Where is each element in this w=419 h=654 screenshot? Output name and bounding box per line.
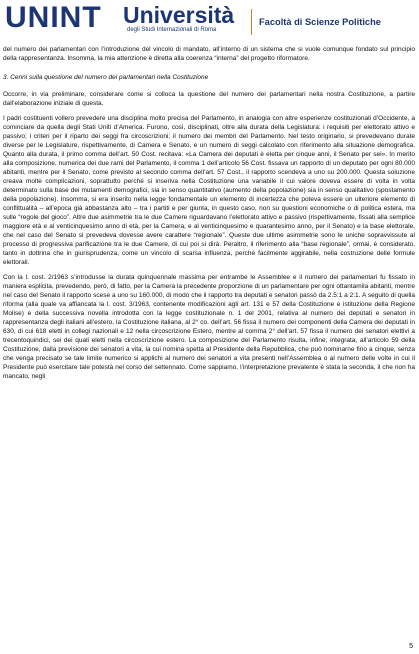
section-heading: 3. Cenni sulla questione del numero dei parlamentari nella Costituzione [3,74,209,81]
universita-wordmark: Università [123,2,235,28]
paragraph: Con la l. cost. 2/1963 s’introdusse la durata quinquennale massima per entrambe le Assemblee e il numero dei parlamentari fu fissato in maniera esplicita, prevedendo, però, di fatto, per la Camera la precedente proporzione di un parlamentare per ogni ottantamila abitanti, mentre nel caso del Senato il rapporto scese a uno su 160.000, di modo che il rapporto tra deputati e senatori passò da 2.5:1 a 2:1. A seguito di quella riforma (alla quale va affiancata la l. cost. 3/1963, contenente modificazioni agli art. 131 e 57 della Costituzione e istituzione della Regione Molise) e della successiva novella introdotta con la legge costituzionale n. 1 del 2001, relativa al numero dei deputati e senatori in rappresentanza degli italiani all’estero, la Costituzione italiana, al 2° co. dell’art. 56 fissa il numero dei componenti della Camera dei deputati in 630, di cui 618 eletti in collegi nazionali e 12 nella circoscrizione Estero, mentre al comma 2° dell’art. 57 fissa il numero dei senatori elettivi a trecentoquindici, sei dei quali eletti nella circoscrizione estero. La composizione del Parlamento risulta, infine, integrata, all’articolo 59 della Costituzione, dalla previsione dei senatori a vita, la cui nomina spetta al Presidente della Repubblica, che può nominarne fino a cinque, senza che venga precisato se tale limite numerico si applichi al numero dei senatori a vita presenti nell’Assemblea o al numero delle volte in cui il Presidente può esercitare tale potestà nel corso del settennato. Come sappiamo, l’interpretazione prevalente è stata la seconda, il che non ha mancato, negli [3,274,415,380]
paragraph: del numero dei parlamentari con l’introduzione del vincolo di mandato, all’interno di un sistema che si vuole comunque fondato sul principio della rappresentanza. Insomma, la mia attenzione è diretta alla coerenza “interna” del progetto riformatore. [3,46,415,62]
paragraph: Occorre, in via preliminare, considerare come si colloca la questione del numero dei parlamentari nella nostra Costituzione, a partire dall’elaborazione iniziale di questa. [3,91,415,107]
unint-logo: UNINT [5,1,102,34]
faculty-name: Facoltà di Scienze Politiche [259,17,381,27]
page-number: 5 [409,643,413,650]
header-divider [251,9,252,35]
paragraph: I padri costituenti vollero prevedere una disciplina molto precisa del Parlamento, in analogia con altre esperienze costituzionali d’Occidente, a cominciare da quella degli Stati Uniti d’America. Furono, così, disciplinati, oltre alla durata della Legislatura: i requisiti per elettorato attivo e passivo; i criteri per il riparto dei seggi fra circoscrizioni; il numero dei membri del Parlamento. Nel testo originario, si prevedevano durate diverse per le Legislature, rispettivamente, di Camera e Senato, e un numero di seggi calcolato con riferimento alla situazione demografica. Quanto alla durata, il primo comma dell’art. 50 Cost. recitava: «La Camera dei deputati è eletta per cinque anni, il Senato per sei». In merito alla composizione, numerica dei due rami del Parlamento, il comma 1 dell’articolo 56 Cost. fissava un rapporto di un deputato per ogni 80.000 abitanti, mentre per il Senato, come previsto al secondo comma dell’art. 57 Cost., il rapporto scendeva a uno su 200.000. Questa soluzione creava molte complicazioni, soprattutto perché si inseriva nella Costituzione una variabile il cui valore doveva essere di volta in volta determinato sulla base dei mutamenti demografici, sia in senso quantitativo (aumento della popolazione) sia in senso qualitativo (spostamento della popolazione). Insomma, si era inserito nella legge fondamentale un elemento di incertezza che poteva essere un ulteriore elemento di conflittualità – all’epoca già abbastanza alto – tra i partiti e per giunta, in questo caso, non su questioni economiche o di politica estera, ma sulle “regole del gioco”. Altre due asimmetrie tra le due Camere riguardavano l’elettorato attivo e passivo (rispettivamente, fissati alla semplice maggiore età e al venticinquesimo anno di età, per la Camera, e al venticinquesimo e quarantesimo anno, per il Senato) e la base elettorale, che nel caso del Senato si prevedeva dovesse avere carattere “regionale”. Queste due ultime asimmetrie sono le uniche sopravvissute al processo di progressiva parificazione tra le due Camere, di cui poi si dirà. Peraltro, il riferimento alla “base regionale”, ormai, è considerato, tanto in dottrina che in giurisprudenza, come un vincolo di scarsa influenza, perché facilmente aggirabile, nella costruzione delle formule elettorali. [3,115,415,266]
page-header [0,0,419,44]
university-subtitle: degli Studi Internazionali di Roma [127,27,217,33]
document-body [3,45,415,387]
